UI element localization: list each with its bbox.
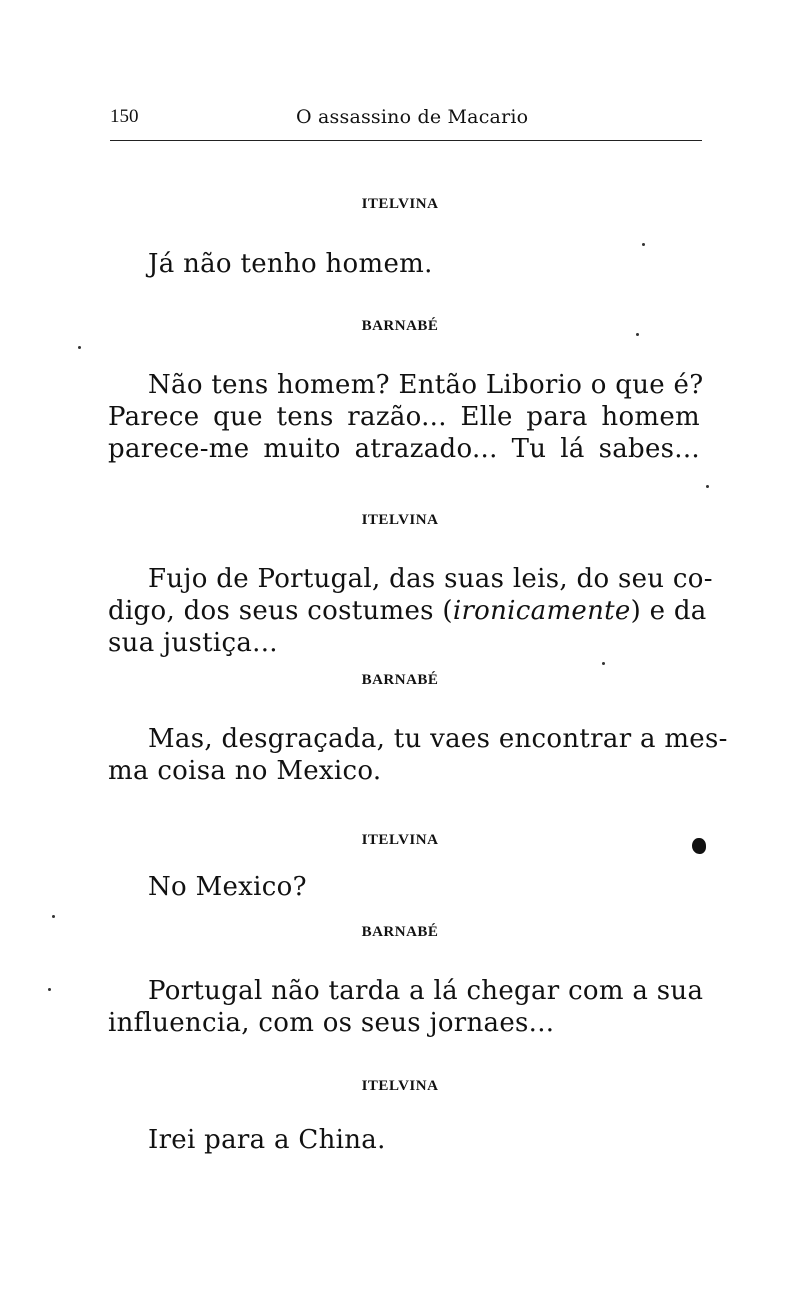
speech-line: sua justiça... — [108, 628, 278, 658]
stage-direction: ironicamente — [452, 596, 631, 626]
scan-speck — [706, 485, 709, 488]
speech-text — [108, 975, 704, 1039]
speech-text — [108, 871, 700, 903]
scan-speck — [48, 988, 51, 991]
speech-line: influencia, com os seus jornaes... — [108, 1008, 555, 1038]
speech-text — [108, 248, 700, 280]
speech-line: Mas, desgraçada, tu vaes encontrar a mes- — [148, 724, 728, 754]
speaker-name: BARNABÉ — [361, 318, 439, 334]
speech-line: ma coisa no Mexico. — [108, 756, 382, 786]
header-rule — [110, 140, 702, 141]
speech-line: Não tens homem? Então Liborio o que é? — [148, 370, 704, 400]
page-number: 150 — [110, 106, 139, 127]
speech-segment: digo, dos seus costumes — [108, 596, 434, 626]
scan-speck — [78, 346, 81, 349]
scan-speck — [602, 662, 605, 665]
speech-line: Parece que tens razão... Elle para homem — [108, 402, 700, 432]
speaker-name: ITELVINA — [361, 196, 439, 212]
speech-text — [108, 723, 728, 787]
speech-line: Já não tenho homem. — [148, 249, 433, 279]
speech-text — [108, 369, 704, 465]
speech-segment: e da — [649, 596, 707, 626]
speaker-name: ITELVINA — [361, 512, 439, 528]
speech-line: Irei para a China. — [148, 1125, 386, 1155]
speaker-name: ITELVINA — [361, 1078, 439, 1094]
speech-line: Portugal não tarda a lá chegar com a sua — [148, 976, 704, 1006]
scan-speck — [642, 243, 645, 246]
speaker-name: BARNABÉ — [361, 672, 439, 688]
speech-line: Fujo de Portugal, das suas leis, do seu co- — [148, 564, 713, 594]
speech-line: digo, dos seus costumes (ironicamente) e da — [108, 596, 707, 626]
ink-blot — [692, 838, 706, 854]
speech-text — [108, 563, 713, 659]
speaker-name: BARNABÉ — [361, 924, 439, 940]
speech-text — [108, 1124, 700, 1156]
scan-speck — [52, 915, 55, 918]
speech-line: No Mexico? — [148, 872, 307, 902]
page-header — [110, 106, 702, 136]
running-title: O assassino de Macario — [296, 106, 529, 128]
speaker-name: ITELVINA — [361, 832, 439, 848]
speech-line: parece-me muito atrazado... Tu lá sabes... — [108, 434, 700, 464]
scan-speck — [636, 333, 639, 336]
